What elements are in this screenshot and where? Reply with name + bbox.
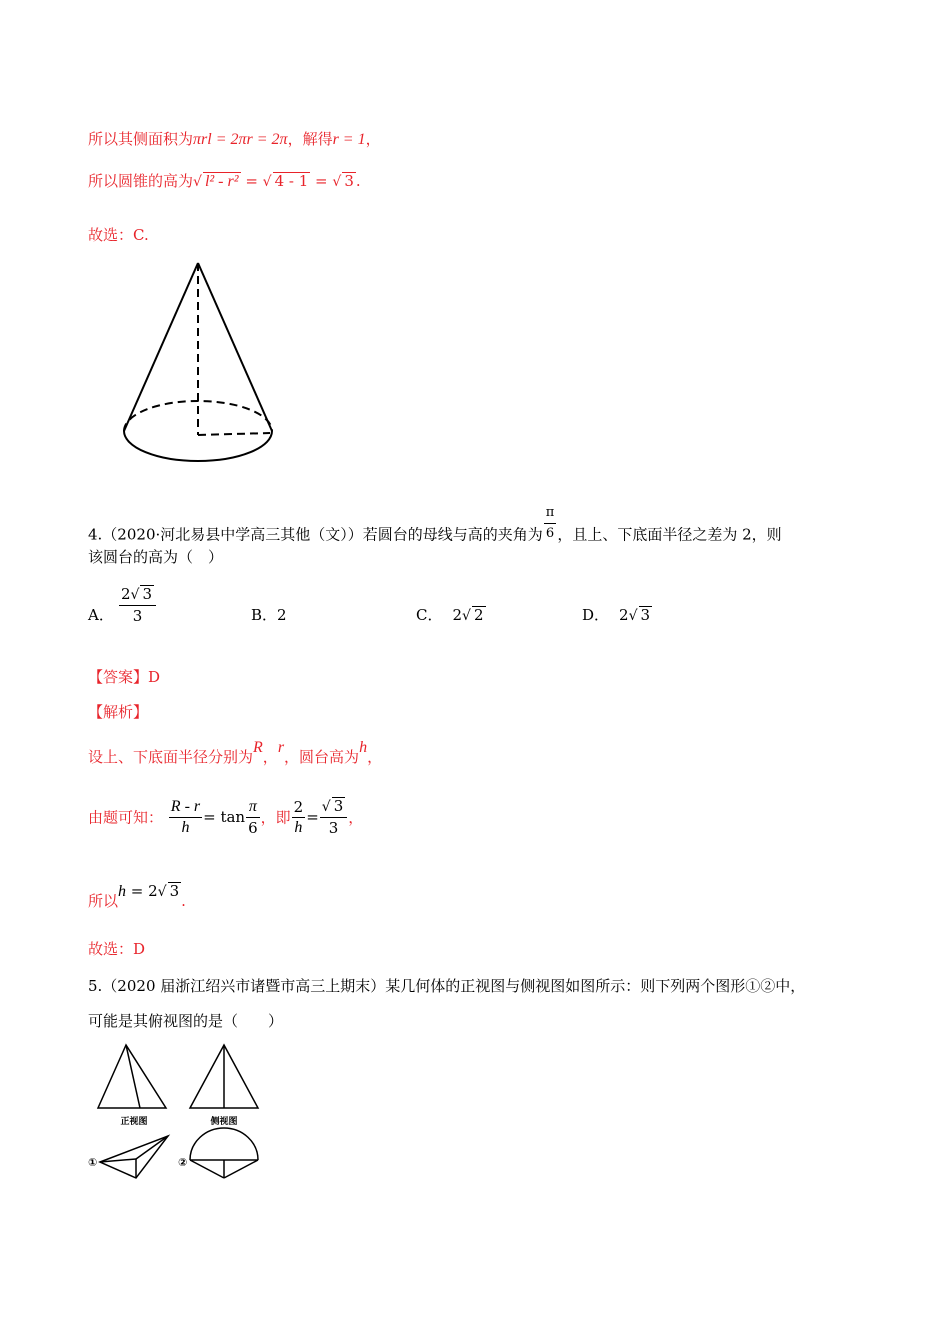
formula: 4 - 1 [274, 172, 309, 190]
front-view [98, 1045, 166, 1108]
option-label: B． [251, 606, 278, 624]
sqrt-sign: √ [262, 174, 272, 190]
fraction-num: 2 [293, 797, 304, 816]
answer: 【答案】D [88, 668, 161, 686]
question4-options [88, 584, 848, 634]
text: 4.（2020·河北易县中学高三其他（文））若圆台的母线与高的夹角为 [88, 525, 543, 544]
option-c[interactable] [416, 604, 486, 625]
text: ， [348, 808, 364, 827]
text: ，且上、下底面半径之差为 2，则 [557, 525, 782, 544]
fraction-num [320, 796, 347, 818]
cone-slant-left [124, 263, 198, 431]
text: ， [262, 748, 278, 766]
three-view-figure [86, 1042, 266, 1182]
radicand: 3 [142, 585, 153, 603]
fraction-num: R - r [169, 797, 202, 818]
cone-radius [198, 433, 270, 435]
option-a-value [118, 584, 157, 626]
fraction [292, 797, 306, 838]
text: 设上、下底面半径分别为 [88, 748, 254, 766]
solution-choice: 故选：C. [88, 226, 149, 244]
sqrt-sign: √ [130, 587, 140, 603]
top-view-option-2 [190, 1128, 258, 1178]
var-h: h [118, 883, 127, 900]
text: ，即 [260, 808, 291, 827]
formula: l² - r² [204, 173, 239, 190]
text: = 2 [126, 882, 158, 900]
radicand: 3 [169, 882, 180, 900]
fraction [119, 584, 156, 626]
fraction [544, 503, 557, 544]
option-d[interactable] [582, 604, 652, 625]
question5-line1: 5.（2020 届浙江绍兴市诸暨市高三上期末）某几何体的正视图与侧视图如图所示：则下列两个图形①②中， [88, 977, 806, 995]
analysis-choice: 故选：D [88, 940, 146, 958]
sqrt-sign: √ [628, 608, 638, 624]
question4-line2: 该圆台的高为（ ） [88, 548, 224, 566]
radicand: 3 [640, 606, 651, 624]
text: ， [367, 748, 383, 766]
analysis-step1 [88, 739, 383, 767]
text: ，解得 [287, 130, 333, 148]
analysis-step3 [88, 880, 186, 910]
sqrt-sign: √ [332, 174, 342, 190]
side-view [190, 1045, 258, 1108]
sqrt-sign: √ [157, 884, 167, 900]
radicand: 2 [473, 606, 484, 624]
fraction-den: h [294, 818, 303, 836]
solution-line-area [88, 128, 381, 149]
analysis-step2 [88, 796, 363, 838]
fraction-den: 6 [544, 523, 557, 544]
fraction-den: 6 [248, 818, 258, 837]
cone-base-front [124, 431, 272, 461]
fraction-den: 3 [132, 607, 143, 625]
sqrt-sign: √ [462, 608, 471, 624]
fraction-den: h [181, 818, 190, 836]
sqrt-sign: √ [321, 799, 331, 815]
fraction [246, 797, 260, 838]
option-a[interactable] [88, 604, 114, 625]
text: = [310, 172, 333, 190]
option-label: D． [582, 606, 610, 624]
coef: 2 [121, 585, 131, 603]
radicand: 3 [333, 797, 344, 815]
text: . [355, 172, 361, 190]
text: ， [365, 130, 381, 148]
top-view-option-1 [100, 1136, 168, 1178]
text: 由题可知： [88, 808, 164, 827]
solution-line-height [88, 170, 361, 191]
fraction-num: π [246, 797, 260, 818]
caption-front-view: 正视图 [120, 1117, 148, 1127]
fraction-num: π [545, 505, 555, 520]
text: = tan [203, 808, 246, 826]
label-1: ① [88, 1156, 98, 1169]
text: 所以其侧面积为 [88, 130, 194, 148]
question5-line2: 可能是其俯视图的是（ ） [88, 1012, 284, 1030]
text: 所以 [88, 892, 119, 910]
text: = [245, 172, 263, 190]
text: = [306, 808, 319, 826]
fraction [169, 797, 202, 838]
text: . [181, 892, 186, 910]
formula: 3 [344, 172, 354, 190]
label-2: ② [178, 1156, 188, 1169]
cone-figure [118, 255, 280, 470]
fraction-num [119, 584, 156, 606]
formula: r = 1 [332, 131, 366, 148]
text: ，圆台高为 [284, 748, 360, 766]
option-value: 2 [277, 606, 287, 624]
option-b[interactable] [251, 604, 287, 625]
caption-side-view: 侧视图 [210, 1117, 238, 1127]
sqrt-sign: √ [193, 174, 202, 190]
coef: 2 [452, 606, 463, 624]
var-h: h [359, 739, 368, 756]
fraction-den: 3 [328, 819, 339, 837]
formula: πrl = 2πr = 2π [193, 131, 288, 148]
var-R: R [253, 739, 263, 756]
fraction [320, 796, 347, 838]
var-r: r [277, 739, 285, 756]
option-label: C． [416, 606, 443, 624]
analysis-title: 【解析】 [88, 703, 149, 721]
coef: 2 [619, 606, 629, 624]
text: 所以圆锥的高为 [88, 172, 194, 190]
option-label: A． [88, 606, 114, 624]
